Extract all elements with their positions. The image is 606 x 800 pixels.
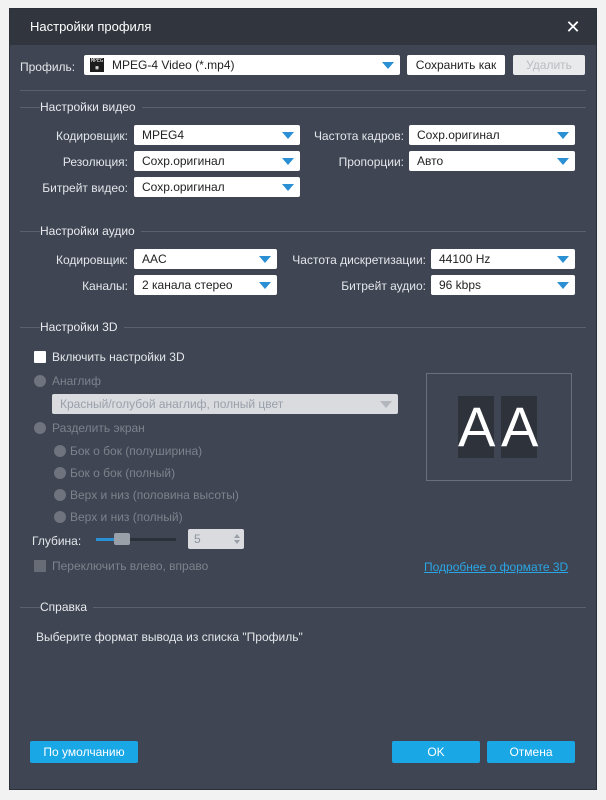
audio-section-title: Настройки аудио [40,224,141,238]
anaglyph-select[interactable] [52,394,398,414]
chevron-down-icon [259,256,271,263]
framerate-select[interactable] [409,125,575,145]
delete-button[interactable]: Удалить [513,55,585,75]
chevron-down-icon [259,282,271,289]
channels-label: Каналы: [82,279,128,293]
audio-bitrate-select[interactable] [431,275,575,295]
close-icon[interactable]: ✕ [565,17,581,37]
video-bitrate-label: Битрейт видео: [42,181,128,195]
dialog-title: Настройки профиля [30,19,152,34]
swap-lr-checkbox[interactable] [34,560,46,572]
help-section-title: Справка [40,600,93,614]
mpeg-file-icon: MPEG ▦ [90,58,104,71]
video-encoder-label: Кодировщик: [56,129,128,143]
split-screen-radio[interactable] [34,422,46,434]
anaglyph-radio[interactable] [34,375,46,387]
anaglyph-label: Анаглиф [52,374,101,388]
resolution-value: Сохр.оригинал [142,154,225,168]
3d-preview [426,373,572,481]
side-by-side-half-label: Бок о бок (полуширина) [70,444,203,458]
top-bottom-half-label: Верх и низ (половина высоты) [70,488,239,502]
chevron-down-icon [557,256,569,263]
split-screen-label: Разделить экран [52,421,145,435]
chevron-down-icon [557,158,569,165]
anaglyph-value: Красный/голубой анаглиф, полный цвет [60,397,284,411]
resolution-select[interactable] [134,151,300,171]
aspect-value: Авто [417,154,444,168]
samplerate-label: Частота дискретизации: [292,253,426,267]
video-bitrate-select[interactable] [134,177,300,197]
save-as-button[interactable]: Сохранить как [407,55,505,75]
swap-lr-label: Переключить влево, вправо [52,559,209,573]
video-section-title: Настройки видео [40,100,142,114]
audio-bitrate-value: 96 kbps [439,278,482,292]
titlebar [10,9,596,45]
side-by-side-full-radio[interactable] [54,467,66,479]
profile-select[interactable] [84,55,400,75]
audio-encoder-select[interactable] [134,249,277,269]
chevron-down-icon [380,401,392,408]
3d-format-link[interactable]: Подробнее о формате 3D [424,560,569,574]
resolution-label: Резолюция: [62,155,128,169]
preview-left-glyph: A [458,395,496,458]
enable-3d-checkbox[interactable] [34,351,46,363]
audio-encoder-label: Кодировщик: [56,253,128,267]
aspect-select[interactable] [409,151,575,171]
chevron-down-icon [557,132,569,139]
depth-slider-thumb[interactable] [114,533,130,545]
cancel-button[interactable]: Отмена [487,741,575,763]
chevron-down-icon [382,62,394,69]
video-encoder-select[interactable] [134,125,300,145]
top-bottom-full-label: Верх и низ (полный) [70,510,183,524]
enable-3d-label: Включить настройки 3D [52,350,185,364]
top-bottom-full-radio[interactable] [54,511,66,523]
default-button[interactable]: По умолчанию [30,741,138,763]
aspect-label: Пропорции: [338,155,404,169]
chevron-down-icon [282,184,294,191]
top-bottom-half-radio[interactable] [54,489,66,501]
profile-label: Профиль: [20,60,76,74]
3d-section-title: Настройки 3D [40,320,124,334]
audio-bitrate-label: Битрейт аудио: [341,279,426,293]
profile-value: MPEG-4 Video (*.mp4) [112,58,235,72]
video-bitrate-value: Сохр.оригинал [142,180,225,194]
video-encoder-value: MPEG4 [142,128,185,142]
help-section-line [20,607,586,608]
side-by-side-full-label: Бок о бок (полный) [70,466,176,480]
chevron-down-icon [282,158,294,165]
chevron-down-icon[interactable] [234,540,240,544]
side-by-side-half-radio[interactable] [54,445,66,457]
audio-encoder-value: AAC [142,252,167,266]
samplerate-value: 44100 Hz [439,252,491,266]
ok-button[interactable]: OK [392,741,480,763]
profile-settings-dialog [9,8,597,790]
chevron-up-icon[interactable] [234,534,240,538]
samplerate-select[interactable] [431,249,575,269]
framerate-label: Частота кадров: [313,129,404,143]
depth-stepper[interactable] [188,529,244,549]
chevron-down-icon [557,282,569,289]
channels-value: 2 канала стерео [142,278,233,292]
depth-value: 5 [194,532,201,546]
chevron-down-icon [282,132,294,139]
preview-right-glyph: A [501,395,539,458]
framerate-value: Сохр.оригинал [417,128,500,142]
depth-label: Глубина: [32,534,82,548]
channels-select[interactable] [134,275,277,295]
help-text: Выберите формат вывода из списка "Профиль" [36,630,303,644]
divider [20,90,586,91]
